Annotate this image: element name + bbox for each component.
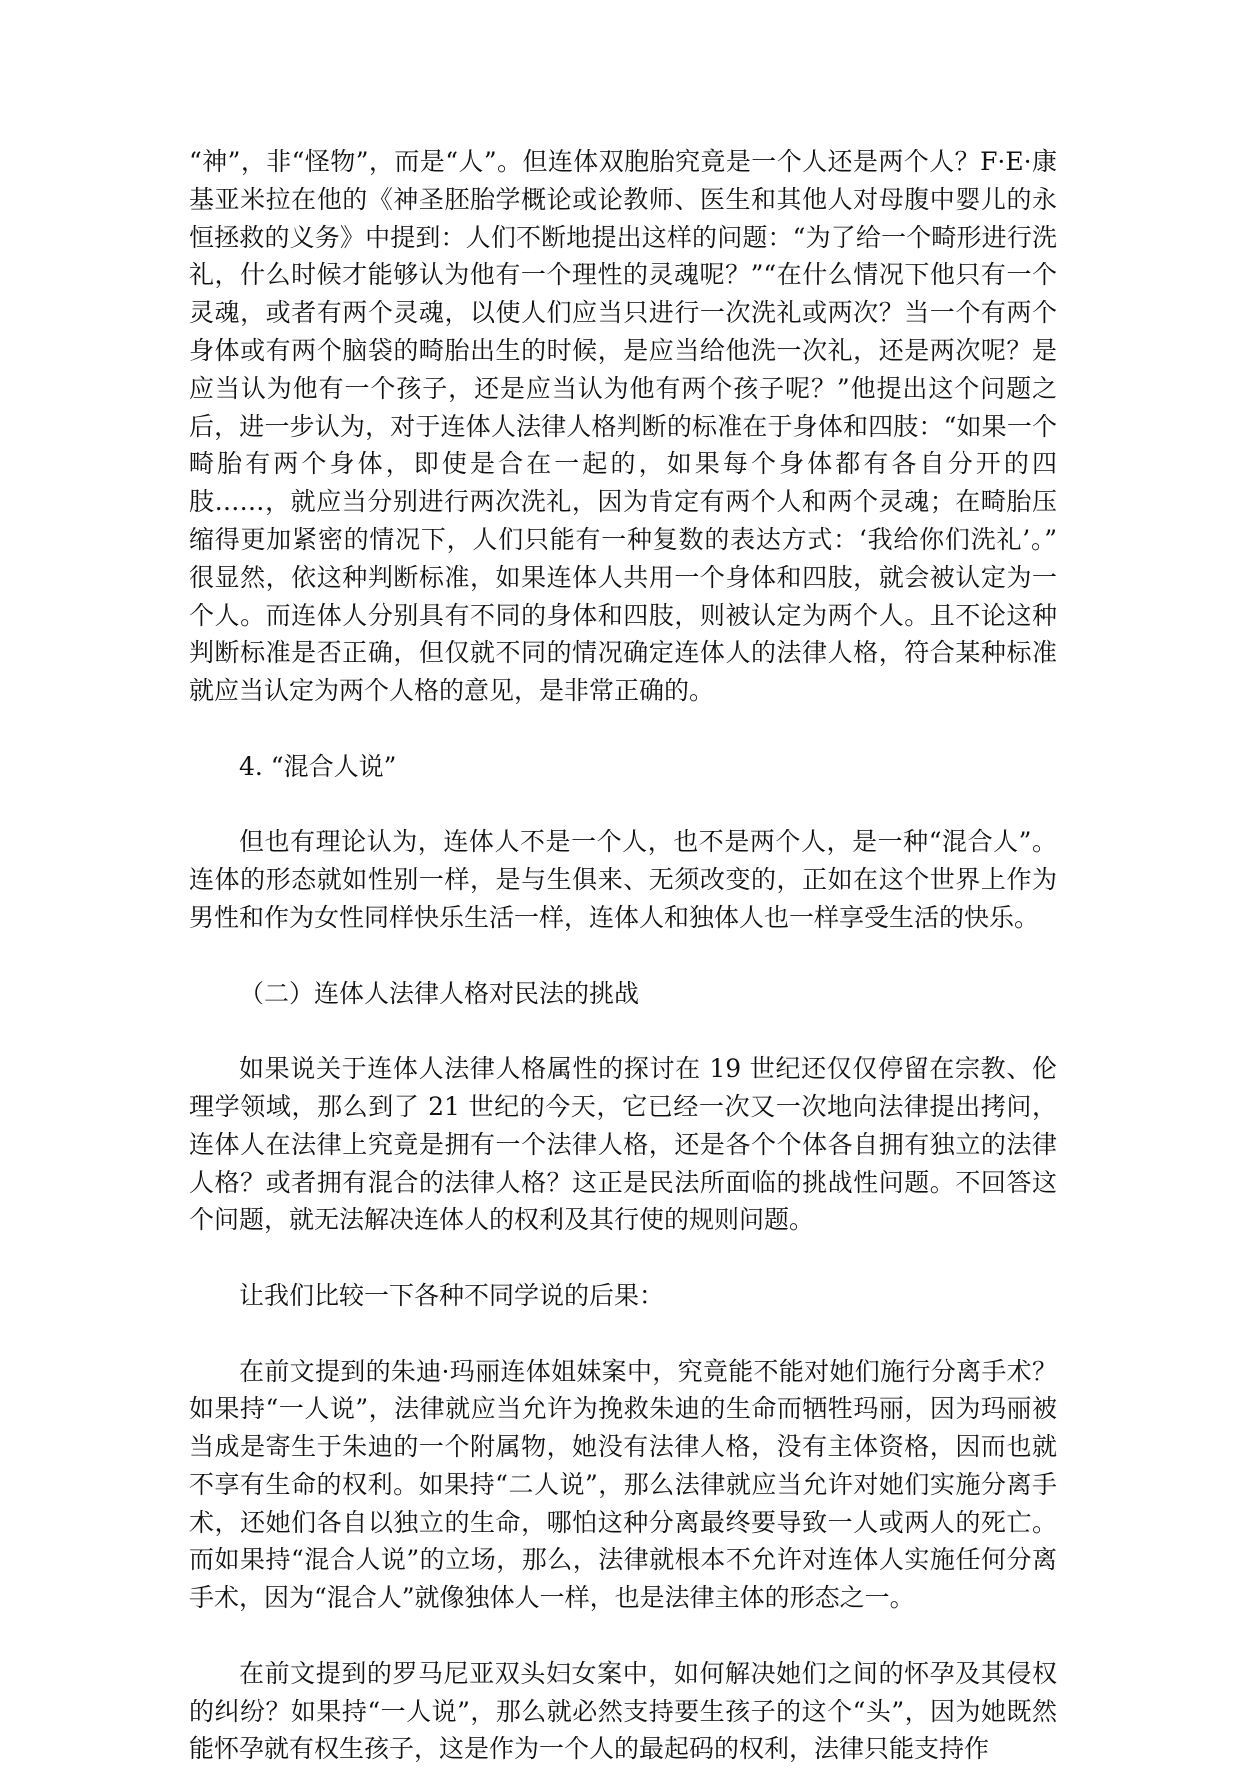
paragraph-mixed-person-theory: 但也有理论认为，连体人不是一个人，也不是两个人，是一种“混合人”。连体的形态就如性别一样，是与生俱来、无须改变的，正如在这个世界上作为男性和作为女性同样快乐生活一样，连体人和独体人也一样享受生活的快乐。	[189, 827, 1057, 932]
section-heading-mixed-person-theory: 4. “混合人说”	[239, 751, 397, 781]
section-heading-civil-law-challenge: （二）连体人法律人格对民法的挑战	[239, 978, 640, 1008]
paragraph-conjoined-twins-baptism: “神”，非“怪物”，而是“人”。但连体双胞胎究竟是一个人还是两个人？F·E·康基亚米拉在他的《神圣胚胎学概论或论教师、医生和其他人对母腹中婴儿的永恒拯救的义务》中提到：人们不断地提出这样的问题：“为了给一个畸形进行洗礼，什么时候才能够认为他有一个理性的灵魂呢？”“在什么情况下他只有一个灵魂，或者有两个灵魂，以使人们应当只进行一次洗礼或两次？当一个有两个身体或有两个脑袋的畸胎出生的时候，是应当给他洗一次礼，还是两次呢？是应当认为他有一个孩子，还是应当认为他有两个孩子呢？”他提出这个问题之后，进一步认为，对于连体人法律人格判断的标准在于身体和四肢：“如果一个畸胎有两个身体，即使是合在一起的，如果每个身体都有各自分开的四肢……，就应当分别进行两次洗礼，因为肯定有两个人和两个灵魂；在畸胎压缩得更加紧密的情况下，人们只能有一种复数的表达方式：‘我给你们洗礼’。” 很显然，依这种判断标准，如果连体人共用一个身体和四肢，就会被认定为一个人。而连体人分别具有不同的身体和四肢，则被认定为两个人。且不论这种判断标准是否正确，但仅就不同的情况确定连体人的法律人格，符合某种标准就应当认定为两个人格的意见，是非常正确的。	[189, 147, 1057, 706]
paragraph-civil-law-challenge: 如果说关于连体人法律人格属性的探讨在 19 世纪还仅仅停留在宗教、伦理学领域，那么到了 21 世纪的今天，它已经一次又一次地向法律提出拷问，连体人在法律上究竟是拥有一个法律人格，还是各个个体各自拥有独立的法律人格？或者拥有混合的法律人格？这正是民法所面临的挑战性问题。不回答这个问题，就无法解决连体人的权利及其行使的规则问题。	[189, 1054, 1057, 1235]
paragraph-romanian-case: 在前文提到的罗马尼亚双头妇女案中，如何解决她们之间的怀孕及其侵权的纠纷？如果持“一人说”，那么就必然支持要生孩子的这个“头”，因为她既然能怀孕就有权生孩子，这是作为一个人的最起码的权利，法律只能支持作	[189, 1658, 1057, 1764]
paragraph-judy-mary-case: 在前文提到的朱迪·玛丽连体姐妹案中，究竟能不能对她们施行分离手术？如果持“一人说”，法律就应当允许为挽救朱迪的生命而牺牲玛丽，因为玛丽被当成是寄生于朱迪的一个附属物，她没有法律人格，没有主体资格，因而也就不享有生命的权利。如果持“二人说”，那么法律就应当允许对她们实施分离手术，还她们各自以独立的生命，哪怕这种分离最终要导致一人或两人的死亡。而如果持“混合人说”的立场，那么，法律就根本不允许对连体人实施任何分离手术，因为“混合人”就像独体人一样，也是法律主体的形态之一。	[189, 1356, 1057, 1613]
paragraph-compare-theories: 让我们比较一下各种不同学说的后果：	[239, 1280, 665, 1310]
